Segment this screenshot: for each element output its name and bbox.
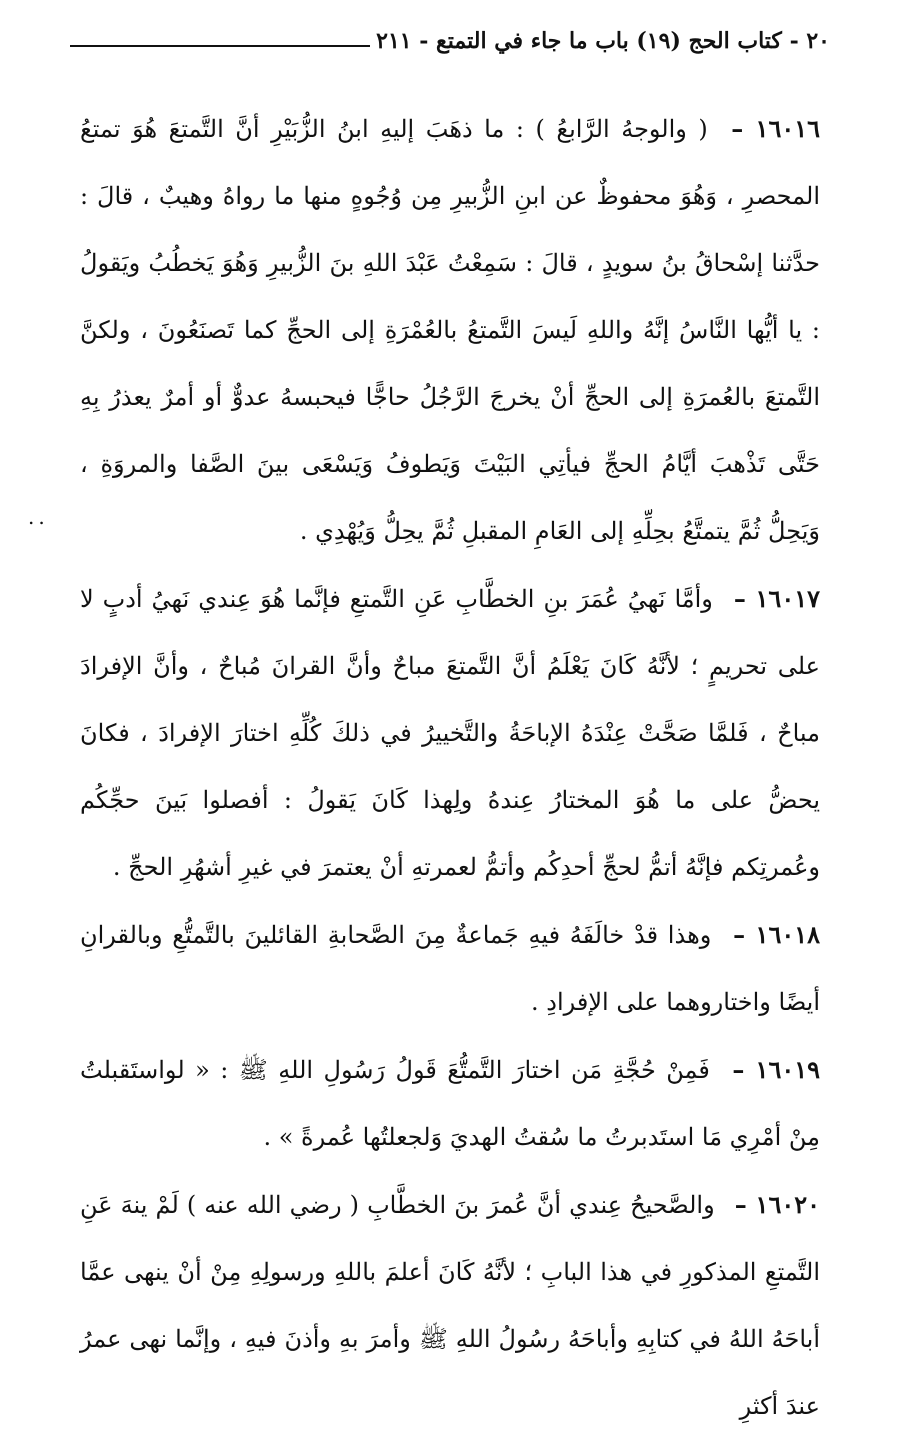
paragraph-16019 [80,1036,820,1171]
paragraph-number: ١٦٠١٦ – [731,114,820,143]
paragraph-16016 [80,95,820,565]
paragraph-text: وأمَّا نَهيُ عُمَرَ بنِ الخطَّابِ عَنِ التَّمتعِ فإنَّما هُوَ عِندي نَهيُ أدبٍ لا على تحريمٍ ؛ لأنَّهُ كَانَ يَعْلَمُ أنَّ التَّمتعَ مباحٌ وأنَّ القرانَ مُباحٌ ، وأنَّ الإفرادَ مباحٌ ، فَلمَّا صَحَّتْ عِنْدَهُ الإباحَةُ والتَّخييرُ في ذلكَ كُلِّهِ اختارَ الإفرادَ ، فكانَ يحضُّ على ما هُوَ المختارُ عِندهُ ولِهذا كَانَ يَقولُ : أفصلوا بَينَ حجِّكُم وعُمرتِكم فإنَّهُ أتمُّ لحجِّ أحدِكُم وأتمُّ لعمرتهِ أنْ يعتمرَ في غيرِ أشهُرِ الحجِّ . [80,585,820,881]
paragraph-number: ١٦٠١٧ – [733,584,820,613]
paragraph-16017 [80,565,820,901]
paragraph-number: ١٦٠٢٠ – [734,1190,820,1219]
paragraph-16018 [80,901,820,1036]
paragraph-number: ١٦٠١٨ – [733,920,820,949]
page-body [80,95,820,1440]
running-header [70,20,830,60]
paragraph-number: ١٦٠١٩ – [732,1055,820,1084]
running-title: ٢٠ - كتاب الحج (١٩) باب ما جاء في التمتع - ٢١١ [376,28,830,54]
header-rule [70,45,370,47]
paragraph-16020 [80,1171,820,1440]
paragraph-text: فَمِنْ حُجَّةِ مَن اختارَ التَّمتُّعَ قَولُ رَسُولِ اللهِ ﷺ : « لواستَقبلتُ مِنْ أمْرِي مَا استَدبرتُ ما سُقتُ الهديَ وَلجعلتُها عُمرةً » . [80,1056,820,1151]
stray-mark: .. [28,505,49,529]
paragraph-text: ( والوجهُ الرَّابعُ ) : ما ذهَبَ إليهِ ابنُ الزُّبَيْرِ أنَّ التَّمتعَ هُوَ تمتعُ المحصرِ ، وَهُوَ محفوظٌ عن ابنِ الزُّبيرِ مِن وُجُوهٍ منها ما رواهُ وهيبٌ ، قالَ : حدَّثنا إسْحاقُ بنُ سويدٍ ، قالَ : سَمِعْتُ عَبْدَ اللهِ بنَ الزُّبيرِ وَهُوَ يَخطُبُ ويَقولُ : يا أيُّها النَّاسُ إنَّهُ واللهِ لَيسَ التَّمتعُ بالعُمْرَةِ إلى الحجِّ كما تَصنَعُونَ ، ولكنَّ التَّمتعَ بالعُمرَةِ إلى الحجِّ أنْ يخرجَ الرَّجُلُ حاجًّا فيحبسهُ عدوٌّ أو أمرٌ يعذرُ بِهِ حَتَّى تَذْهبَ أيَّامُ الحجِّ فيأتِي البَيْتَ وَيَطوفُ وَيَسْعَى بينَ الصَّفا والمروَةِ ، وَيَحِلُّ ثُمَّ يتمتَّعُ بحِلِّهِ إلى العَامِ المقبلِ ثُمَّ يحِلُّ وَيُهْدِي . [80,115,820,545]
paragraph-text: وهذا قدْ خالَفَهُ فيهِ جَماعةٌ مِنَ الصَّحابةِ القائلينَ بالتَّمتُّعِ وبالقرانِ أيضًا واختاروهما على الإفرادِ . [80,921,820,1016]
paragraph-text: والصَّحيحُ عِندي أنَّ عُمرَ بنَ الخطَّابِ ( رضي الله عنه ) لَمْ ينهَ عَنِ التَّمتعِ المذكورِ في هذا البابِ ؛ لأنَّهُ كَانَ أعلمَ باللهِ ورسولِهِ مِنْ أنْ ينهى عمَّا أباحَهُ اللهُ في كتابِهِ وأباحَهُ رسُولُ اللهِ ﷺ وأمرَ بهِ وأذنَ فيهِ ، وإنَّما نهى عمرُ عندَ أكثرِ [80,1191,820,1420]
